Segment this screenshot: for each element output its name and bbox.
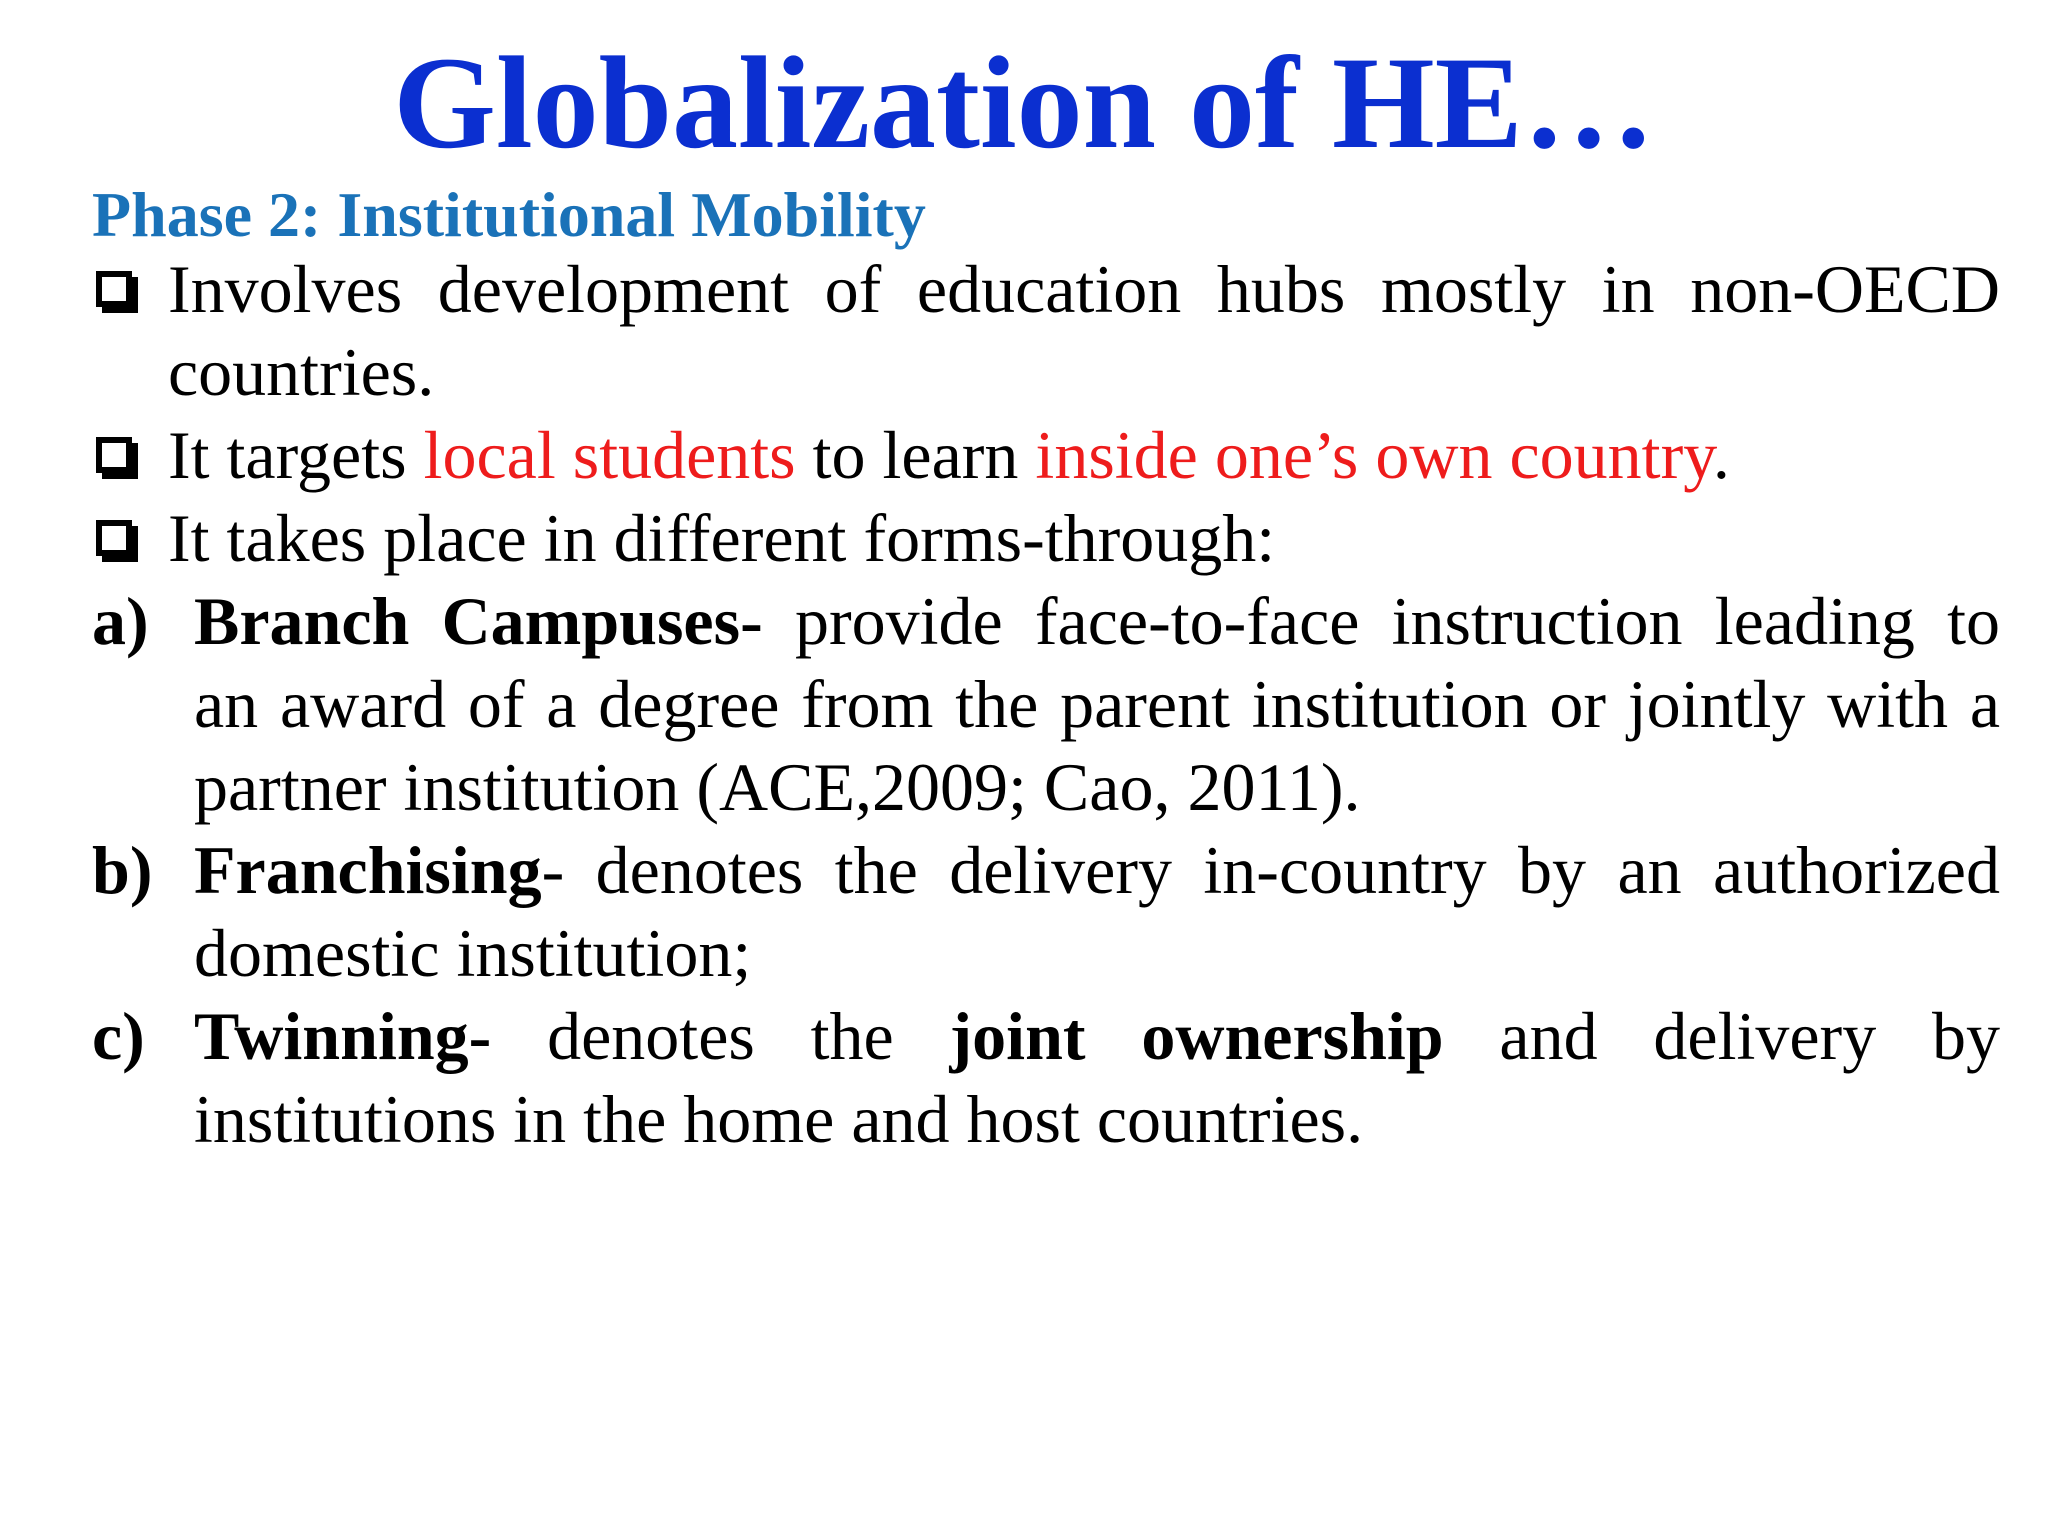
form-text: - denotes the delivery in-country by an authorized — [541, 832, 2000, 908]
form-text-line: institutions in the home and host countries. — [194, 1081, 1364, 1157]
bullet-text: to learn — [795, 417, 1036, 493]
form-text-line — [194, 829, 2000, 912]
form-term: joint ownership — [949, 998, 1444, 1074]
bullet-text-line — [168, 414, 2000, 497]
list-label-b: b) — [92, 832, 153, 908]
form-text: and delivery by — [1443, 998, 2001, 1074]
bullet-text: It targets — [168, 417, 424, 493]
form-item-branch-campuses — [194, 580, 2000, 829]
slide-title: Globalization of HE… — [393, 29, 1655, 176]
highlight-text: local students — [423, 417, 796, 493]
form-item-twinning — [194, 995, 2000, 1161]
bullet-text-line: It takes place in different forms-through: — [168, 500, 1276, 576]
slide-subtitle: Phase 2: Institutional Mobility — [92, 179, 926, 250]
checkbox-bullet-icon — [96, 520, 132, 556]
form-term: Branch Campuses- — [194, 583, 763, 659]
bullet-text-line: Involves development of education hubs mostly in non-OECD — [168, 251, 2000, 327]
form-text: provide face-to-face instruction leading to — [762, 583, 2000, 659]
checkbox-bullet-icon — [96, 271, 132, 307]
form-text-line: partner institution (ACE,2009; Cao, 2011). — [194, 749, 1361, 825]
bullet-item-targets — [168, 414, 2000, 497]
bullet-item-forms — [168, 497, 2000, 580]
form-text-line: an award of a degree from the parent institution or jointly with a — [194, 666, 2000, 742]
list-label-c: c) — [92, 998, 145, 1074]
form-term: Twinning- — [194, 998, 492, 1074]
form-text-line: domestic institution; — [194, 915, 752, 991]
checkbox-bullet-icon — [96, 437, 132, 473]
form-text-line — [194, 580, 2000, 663]
form-text: denotes the — [491, 998, 950, 1074]
bullet-text-line: countries. — [168, 334, 435, 410]
list-label-a: a) — [92, 583, 149, 659]
form-item-franchising — [194, 829, 2000, 995]
bullet-text: . — [1712, 417, 1730, 493]
form-term: Franchising — [194, 832, 542, 908]
form-text-line — [194, 995, 2000, 1078]
highlight-text: inside one’s own country — [1035, 417, 1713, 493]
bullet-item-hubs — [168, 248, 2000, 414]
